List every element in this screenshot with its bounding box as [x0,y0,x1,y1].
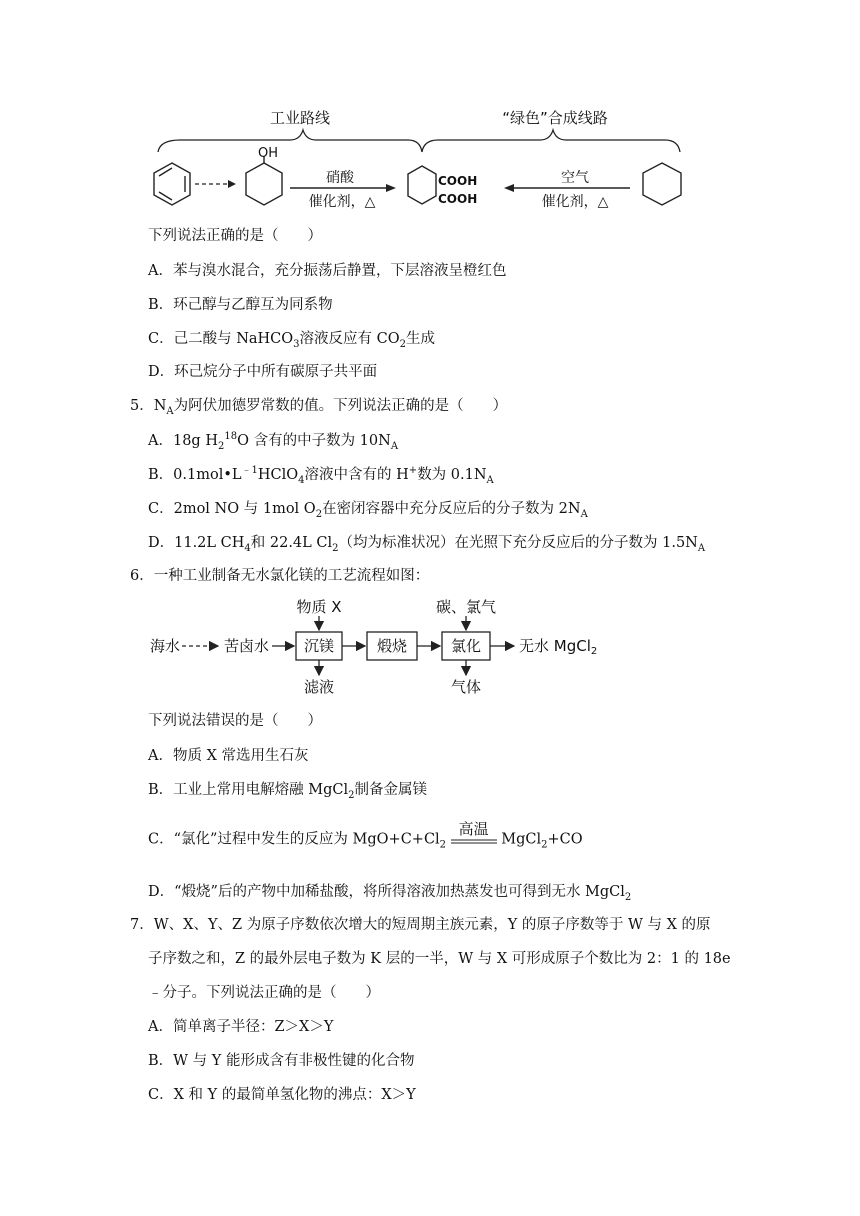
cyclohexanol-structure [246,156,282,205]
industrial-route-label: 工业路线 [269,109,331,127]
q4-option-c: C．己二酸与 NaHCO$_3$溶液反应有 $CO_2$生成 [148,331,436,350]
q7-option-b: B．W 与 Y 能形成含有非极性键的化合物 [148,1053,415,1069]
green-route-label: “绿色”合成线路 [502,109,608,127]
reagent-catalyst-2: 催化剂，△ [541,194,609,210]
q5-option-d: D．11.2L $CH_4$和 22.4L $Cl_2$（均为标准状况）在光照下充分反应后的分子数为 $1.5N_A$ [148,535,706,554]
left-brace [158,130,422,152]
oh-label: OH [258,146,279,161]
reaction-condition: 高温 [458,820,489,838]
q6-stem: 6．一种工业制备无水氯化镁的工艺流程如图： [130,568,430,584]
reagent-catalyst-1: 催化剂，△ [308,194,376,210]
q6-option-c: C．“氯化”过程中发生的反应为 $MgO+C+Cl_2$ 高温 MgCl$_2$+CO [148,820,583,851]
cooh-top: COOH [438,174,478,188]
cyclohexane-structure [643,163,681,205]
flow-input-x: 物质 X [296,598,342,616]
flow-output-filtrate: 滤液 [303,678,335,696]
flow-step-chlorination: 氯化 [450,637,482,655]
q5-option-b: B．$0.1mol•L^{﹣1}HClO_4$溶液中含有的 H+数为 $0.1N_A$ [148,465,494,486]
q7-stem-line2: 子序数之和，Z 的最外层电子数为 K 层的一半，W 与 X 可形成原子个数比为 2：1 的 18e [148,951,731,967]
right-brace [422,130,680,152]
q7-stem-line3: ﹣分子。下列说法正确的是（ ） [148,985,380,1001]
q5-stem: 5．$N_A$为阿伏加德罗常数的值。下列说法正确的是（ ） [130,398,508,417]
q4-option-d: D．环己烷分子中所有碳原子共平面 [148,364,378,380]
q7-option-c: C．X 和 Y 的最简单氢化物的沸点：X＞Y [148,1087,416,1103]
flow-seawater: 海水 [150,637,181,655]
flow-input-carbon-chlorine: 碳、氯气 [435,598,497,616]
benzene-structure [154,163,190,205]
q6-option-a: A．物质 X 常选用生石灰 [148,748,309,764]
flow-output-gas: 气体 [450,678,482,696]
q6-stem-2: 下列说法错误的是（ ） [148,713,322,729]
flow-step-calcination: 煅烧 [376,637,408,655]
q6-option-d: D．“煅烧”后的产物中加稀盐酸，将所得溶液加热蒸发也可得到无水 MgCl$_2$ [148,884,632,903]
process-flow-diagram [146,596,626,696]
reagent-nitric-acid: 硝酸 [326,170,354,186]
q4-stem: 下列说法正确的是（ ） [148,228,322,244]
q4-option-b: B．环己醇与乙醇互为同系物 [148,297,333,313]
q5-option-c: C．2mol NO 与 1mol $O_2$在密闭容器中充分反应后的分子数为 $2N_A$ [148,501,588,520]
q5-option-a: A．18g $H_2^{18}O$ 含有的中子数为 $10N_A$ [148,431,399,452]
adipic-acid-structure [408,166,436,204]
flow-product: 无水 MgCl$_2$ [519,637,598,657]
cooh-bottom: COOH [438,192,478,206]
flow-brine: 苦卤水 [224,637,270,655]
q7-option-a: A．简单离子半径：Z＞X＞Y [148,1019,334,1035]
flow-step-precipitation: 沉镁 [303,637,335,655]
q6-option-b: B．工业上常用电解熔融 MgCl$_2$制备金属镁 [148,782,427,801]
q7-stem-line1: 7．W、X、Y、Z 为原子序数依次增大的短周期主族元素，Y 的原子序数等于 W 与 X 的原 [130,917,711,933]
synthesis-route-figure [140,100,700,220]
reagent-air: 空气 [561,170,589,186]
q4-option-a: A．苯与溴水混合，充分振荡后静置，下层溶液呈橙红色 [148,263,507,279]
